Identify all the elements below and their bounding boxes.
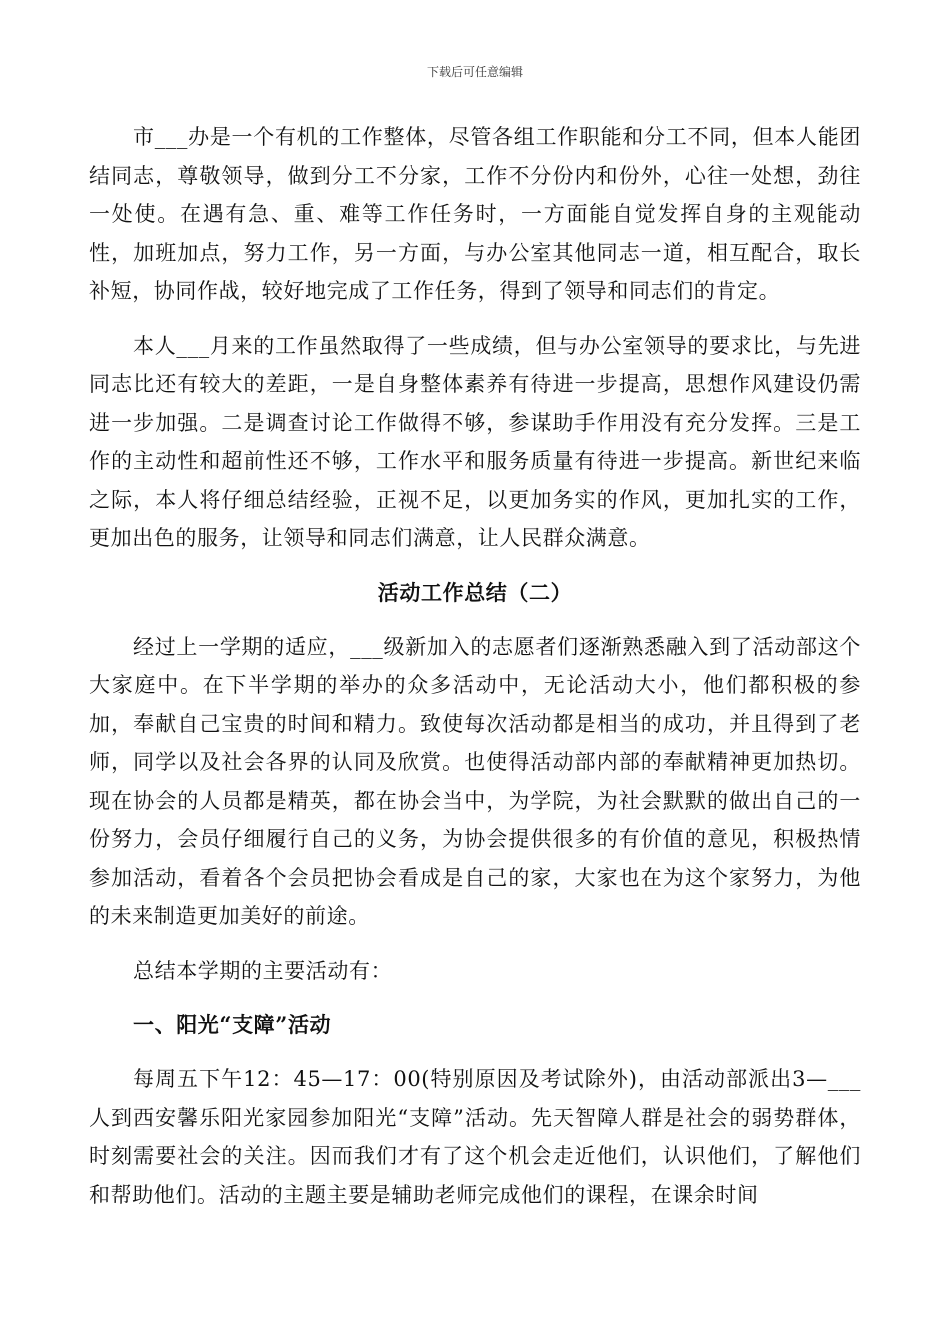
paragraph-work-unity: 市___办是一个有机的工作整体，尽管各组工作职能和分工不同，但本人能团结同志，尊敬领导，做到分工不分家，工作不分份内和份外，心往一处想，劲往一处使。在遇有急、重、难等工作任务时，一方面能自觉发挥自身的主观能动性，加班加点，努力工作，另一方面，与办公室其他同志一道，相互配合，取长补短，协同作战，较好地完成了工作任务，得到了领导和同志们的肯定。 [89,125,861,303]
page-header: 下载后可任意编辑 [426,65,523,79]
paragraph-gap [89,990,861,1006]
paragraph-gap [89,1044,861,1060]
section-title: 活动工作总结（二） [377,579,573,605]
document-body [89,118,861,1214]
paragraph-gap [89,558,861,574]
activity-heading: 一、阳光“支障”活动 [133,1012,332,1037]
paragraph-volunteers: 经过上一学期的适应，___级新加入的志愿者们逐渐熟悉融入到了活动部这个大家庭中。在下半学期的举办的众多活动中，无论活动大小，他们都积极的参加，奉献自己宝贵的时间和精力。致使每次活动都是相当的成功，并且得到了老师，同学以及社会各界的认同及欣赏。也使得活动部内部的奉献精神更加热切。现在协会的人员都是精英，都在协会当中，为学院，为社会默默的做出自己的一份努力，会员仔细履行自己的义务，为协会提供很多的有价值的意见，积极热情参加活动，看着各个会员把协会看成是自己的家，大家也在为这个家努力，为他的未来制造更加美好的前途。 [89,634,861,928]
paragraph-shortcomings: 本人___月来的工作虽然取得了一些成绩，但与办公室领导的要求比，与先进同志比还有较大的差距，一是自身整体素养有待进一步提高，思想作风建设仍需进一步加强。二是调查讨论工作做得不够，参谋助手作用没有充分发挥。三是工作的主动性和超前性还不够，工作水平和服务质量有待进一步提高。新世纪来临之际，本人将仔细总结经验，正视不足，以更加务实的作风，更加扎实的工作，更加出色的服务，让领导和同志们满意，让人民群众满意。 [89,333,861,550]
paragraph-activities-intro: 总结本学期的主要活动有： [133,958,393,983]
paragraph-sunshine-activity: 每周五下午12：45—17：00(特别原因及考试除外)，由活动部派出3—___人到西安馨乐阳光家园参加阳光“支障”活动。先天智障人群是社会的弱势群体，时刻需要社会的关注。因而我们才有了这个机会走近他们，认识他们，了解他们和帮助他们。活动的主题主要是辅助老师完成他们的课程，在课余时间 [89,1067,861,1207]
paragraph-gap [89,311,861,327]
paragraph-gap [89,612,861,628]
paragraph-gap [89,936,861,952]
